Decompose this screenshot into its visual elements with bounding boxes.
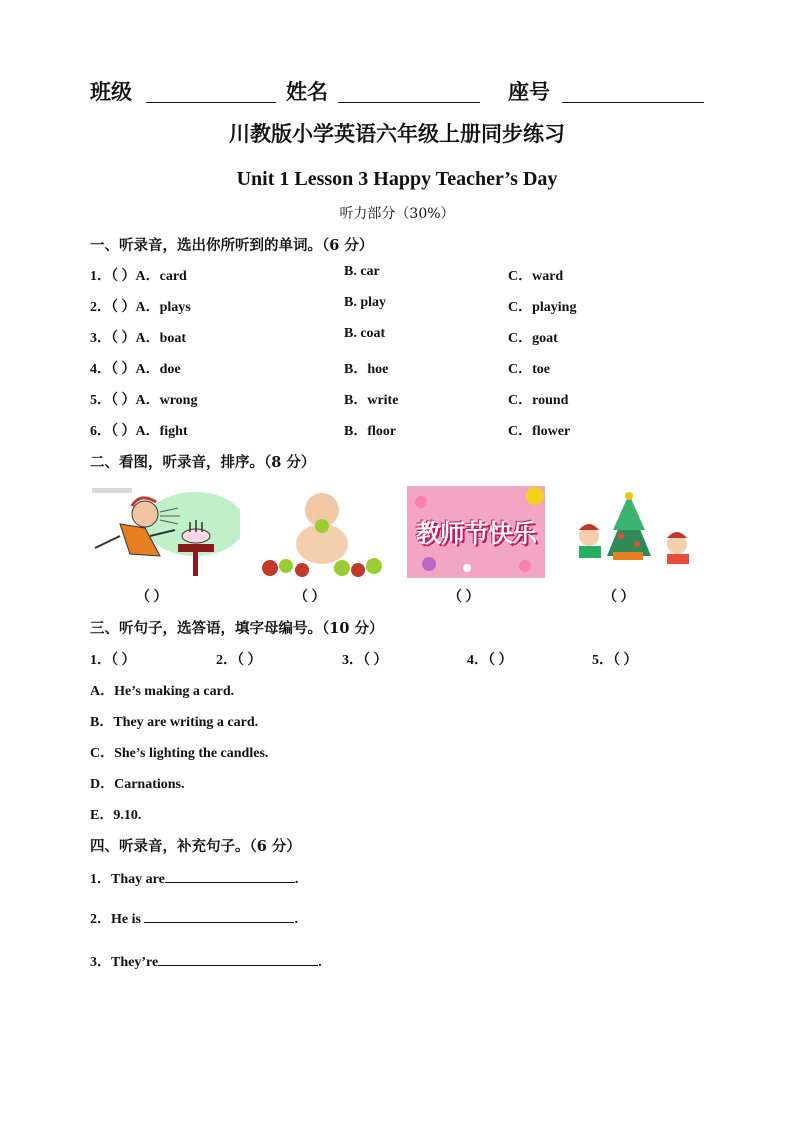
baby-fruit-photo: [250, 486, 393, 578]
s1-row5-b: B．write: [344, 393, 399, 408]
fill-blank-2[interactable]: [144, 908, 294, 923]
section3-heading: 三、听句子，选答语，填字母编号。（10 分）: [90, 620, 384, 637]
picture-christmas-tree: [559, 486, 705, 578]
fill-sentence-1: [90, 868, 298, 888]
s1-row2-b: B. play: [344, 295, 387, 310]
s1-row3-a[interactable]: 3．（ ）A．boat: [90, 331, 187, 346]
s1-row4-a[interactable]: 4．（ ）A．doe: [90, 362, 181, 377]
picture-baby-fruit: [250, 486, 393, 578]
s1-row5-a[interactable]: 5．（ ）A．wrong: [90, 393, 198, 408]
fill-sentence-3-prefix: 3．They’re: [90, 955, 159, 970]
option-e: E．9.10.: [90, 808, 142, 823]
s1-row6-c: C．flower: [508, 424, 571, 439]
fill-blank-1[interactable]: [165, 868, 295, 883]
s1-row1-a[interactable]: 1．（ ）A．card: [90, 269, 187, 284]
fill-sentence-3: [90, 951, 322, 971]
class-field[interactable]: [146, 102, 276, 103]
fill-sentence-1-prefix: 1．Thay are: [90, 872, 165, 887]
name-label: 姓名: [286, 79, 328, 104]
banner-text: 教师节快乐: [415, 519, 536, 548]
option-b: B．They are writing a card.: [90, 715, 259, 730]
option-a: A．He’s making a card.: [90, 684, 235, 699]
s1-row6-a[interactable]: 6．（ ）A．fight: [90, 424, 188, 439]
answer-blank-1[interactable]: 1．（ ）: [90, 653, 136, 668]
answer-blank-5[interactable]: 5．（ ）: [592, 653, 638, 668]
fill-sentence-2-prefix: 2．He is: [90, 912, 145, 927]
fill-blank-3[interactable]: [158, 951, 318, 966]
fill-sentence-2-suffix: .: [294, 912, 298, 927]
order-blank-1[interactable]: （ ）: [136, 590, 168, 605]
christmas-tree-illustration: [559, 486, 705, 578]
order-blank-2[interactable]: （ ）: [294, 590, 326, 605]
fill-sentence-2: [90, 908, 298, 928]
section2-heading: 二、看图，听录音，排序。（8 分）: [90, 454, 316, 471]
s1-row1-b: B. car: [344, 264, 380, 279]
fill-sentence-3-suffix: .: [318, 955, 322, 970]
section1-heading: 一、听录音，选出你所听到的单词。（6 分）: [90, 237, 374, 254]
s1-row5-c: C．round: [508, 393, 569, 408]
s1-row6-b: B．floor: [344, 424, 397, 439]
s1-row2-c: C．playing: [508, 300, 577, 315]
option-d: D．Carnations.: [90, 777, 185, 792]
blowing-candles-illustration: [90, 486, 240, 578]
answer-blank-2[interactable]: 2．（ ）: [216, 653, 262, 668]
page-title-cn: 川教版小学英语六年级上册同步练习: [229, 121, 565, 146]
s1-row4-b: B．hoe: [344, 362, 389, 377]
answer-blank-4[interactable]: 4．（ ）: [467, 653, 513, 668]
section4-heading: 四、听录音，补充句子。（6 分）: [90, 838, 301, 855]
seat-field[interactable]: [562, 102, 704, 103]
s1-row2-a[interactable]: 2．（ ）A．plays: [90, 300, 191, 315]
picture-teachers-day-banner: [407, 486, 545, 578]
option-c: C．She’s lighting the candles.: [90, 746, 269, 761]
fill-sentence-1-suffix: .: [294, 872, 299, 887]
section-subtitle: 听力部分（30%）: [339, 206, 455, 222]
order-blank-3[interactable]: （ ）: [448, 590, 480, 605]
order-blank-4[interactable]: （ ）: [603, 590, 635, 605]
s1-row3-c: C．goat: [508, 331, 558, 346]
name-field[interactable]: [338, 102, 480, 103]
seat-label: 座号: [508, 79, 550, 104]
s1-row1-c: C．ward: [508, 269, 564, 284]
s1-row4-c: C．toe: [508, 362, 550, 377]
page-title-en: Unit 1 Lesson 3 Happy Teacher’s Day: [236, 168, 558, 190]
answer-blank-3[interactable]: 3．（ ）: [342, 653, 388, 668]
s1-row3-b: B. coat: [344, 326, 386, 341]
picture-blowing-candles: [90, 486, 240, 578]
class-label: 班级: [90, 79, 132, 104]
